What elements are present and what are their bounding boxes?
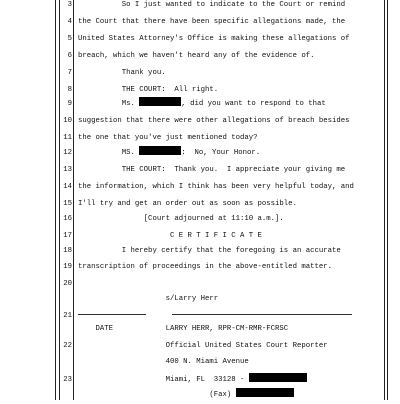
text-segment: breach, which we haven't heard any of the evidence of. [78, 52, 315, 60]
line-number: 22 [63, 342, 72, 350]
line-number: 19 [63, 263, 72, 271]
transcript-line [0, 96, 400, 113]
text-segment: the one that you've just mentioned today? [78, 134, 258, 142]
line-number: 3 [67, 1, 72, 9]
line-text [78, 354, 380, 371]
redaction-block [139, 97, 181, 106]
text-segment: United States Attorney's Office is making these allegations of [78, 35, 350, 43]
text-segment: s/Larry Herr [78, 295, 219, 303]
text-segment: So I just wanted to indicate to the Court or remind [78, 1, 346, 9]
line-text [78, 179, 380, 196]
text-segment: C E R T I F I C A T E [78, 232, 262, 240]
transcript-line [0, 113, 400, 130]
line-text [78, 14, 380, 31]
line-number: 12 [63, 149, 72, 157]
line-text [78, 145, 380, 162]
transcript-line [0, 31, 400, 48]
text-segment: : No, Your Honor. [181, 149, 261, 157]
text-segment: [Court adjourned at 11:10 a.m.]. [78, 215, 284, 223]
date-signature-line [78, 314, 146, 315]
line-text [78, 291, 380, 308]
line-number: 10 [63, 117, 72, 125]
line-text [78, 259, 380, 276]
transcript-line [0, 354, 400, 371]
line-text [78, 0, 380, 14]
text-segment: I'll try and get an order out as soon as possible. [78, 200, 297, 208]
line-text [78, 321, 380, 338]
line-text [78, 243, 380, 260]
text-segment: DATE LARRY HERR, RPR-CM-RMR-FCRSC [78, 325, 289, 333]
line-number: 14 [63, 183, 72, 191]
line-number: 4 [67, 18, 72, 26]
line-number: 20 [63, 280, 72, 288]
text-segment: the information, which I think has been very helpful today, and [78, 183, 354, 191]
line-number: 6 [67, 52, 72, 60]
text-segment: I hereby certify that the foregoing is an accurate [78, 247, 341, 255]
transcript-line [0, 291, 400, 308]
line-number: 9 [67, 100, 72, 108]
line-text [78, 48, 380, 65]
line-number: 16 [63, 215, 72, 223]
line-text [78, 387, 380, 404]
transcript-line [0, 0, 400, 14]
line-number: 13 [63, 166, 72, 174]
text-segment: Miami, FL 33128 - [78, 376, 249, 384]
transcript-line [0, 48, 400, 65]
text-segment: transcription of proceedings in the above-entitled matter. [78, 263, 332, 271]
text-segment: the Court that there have been specific allegations made, the [78, 18, 346, 26]
transcript-line [0, 387, 400, 404]
transcript-line [0, 243, 400, 260]
transcript-line [0, 145, 400, 162]
redaction-block [249, 373, 307, 382]
transcript-line [0, 162, 400, 179]
line-number: 17 [63, 232, 72, 240]
line-number: 7 [67, 69, 72, 77]
text-segment: Ms. [78, 100, 140, 108]
line-text [78, 65, 380, 82]
line-number: 11 [63, 134, 72, 142]
line-text [78, 211, 380, 228]
transcript-line [0, 211, 400, 228]
line-text [78, 338, 380, 355]
line-number: 18 [63, 247, 72, 255]
line-text [78, 96, 380, 113]
text-segment: , did you want to respond to that [181, 100, 326, 108]
transcript-line [0, 65, 400, 82]
transcript-line [0, 321, 400, 338]
transcript-line [0, 14, 400, 31]
redaction-block [236, 388, 294, 397]
transcript-line [0, 179, 400, 196]
text-segment: THE COURT: Thank you. I appreciate your giving me [78, 166, 346, 174]
transcript-line [0, 259, 400, 276]
text-segment: 400 N. Miami Avenue [78, 358, 249, 366]
line-text [78, 113, 380, 130]
line-text [78, 162, 380, 179]
text-segment: THE COURT: All right. [78, 86, 219, 94]
line-text [78, 31, 380, 48]
text-segment: (Fax) [78, 391, 236, 399]
line-number: 8 [67, 86, 72, 94]
transcript-line [0, 338, 400, 355]
redaction-block [139, 146, 181, 155]
text-segment: suggestion that there were other allegations of breach besides [78, 117, 350, 125]
line-number: 5 [67, 35, 72, 43]
line-number: 21 [63, 312, 72, 320]
line-number: 15 [63, 200, 72, 208]
text-segment: Thank you. [78, 69, 166, 77]
reporter-signature-line [172, 314, 352, 315]
line-number: 23 [63, 376, 72, 384]
text-segment: MS. [78, 149, 140, 157]
text-segment: Official United States Court Reporter [78, 342, 328, 350]
